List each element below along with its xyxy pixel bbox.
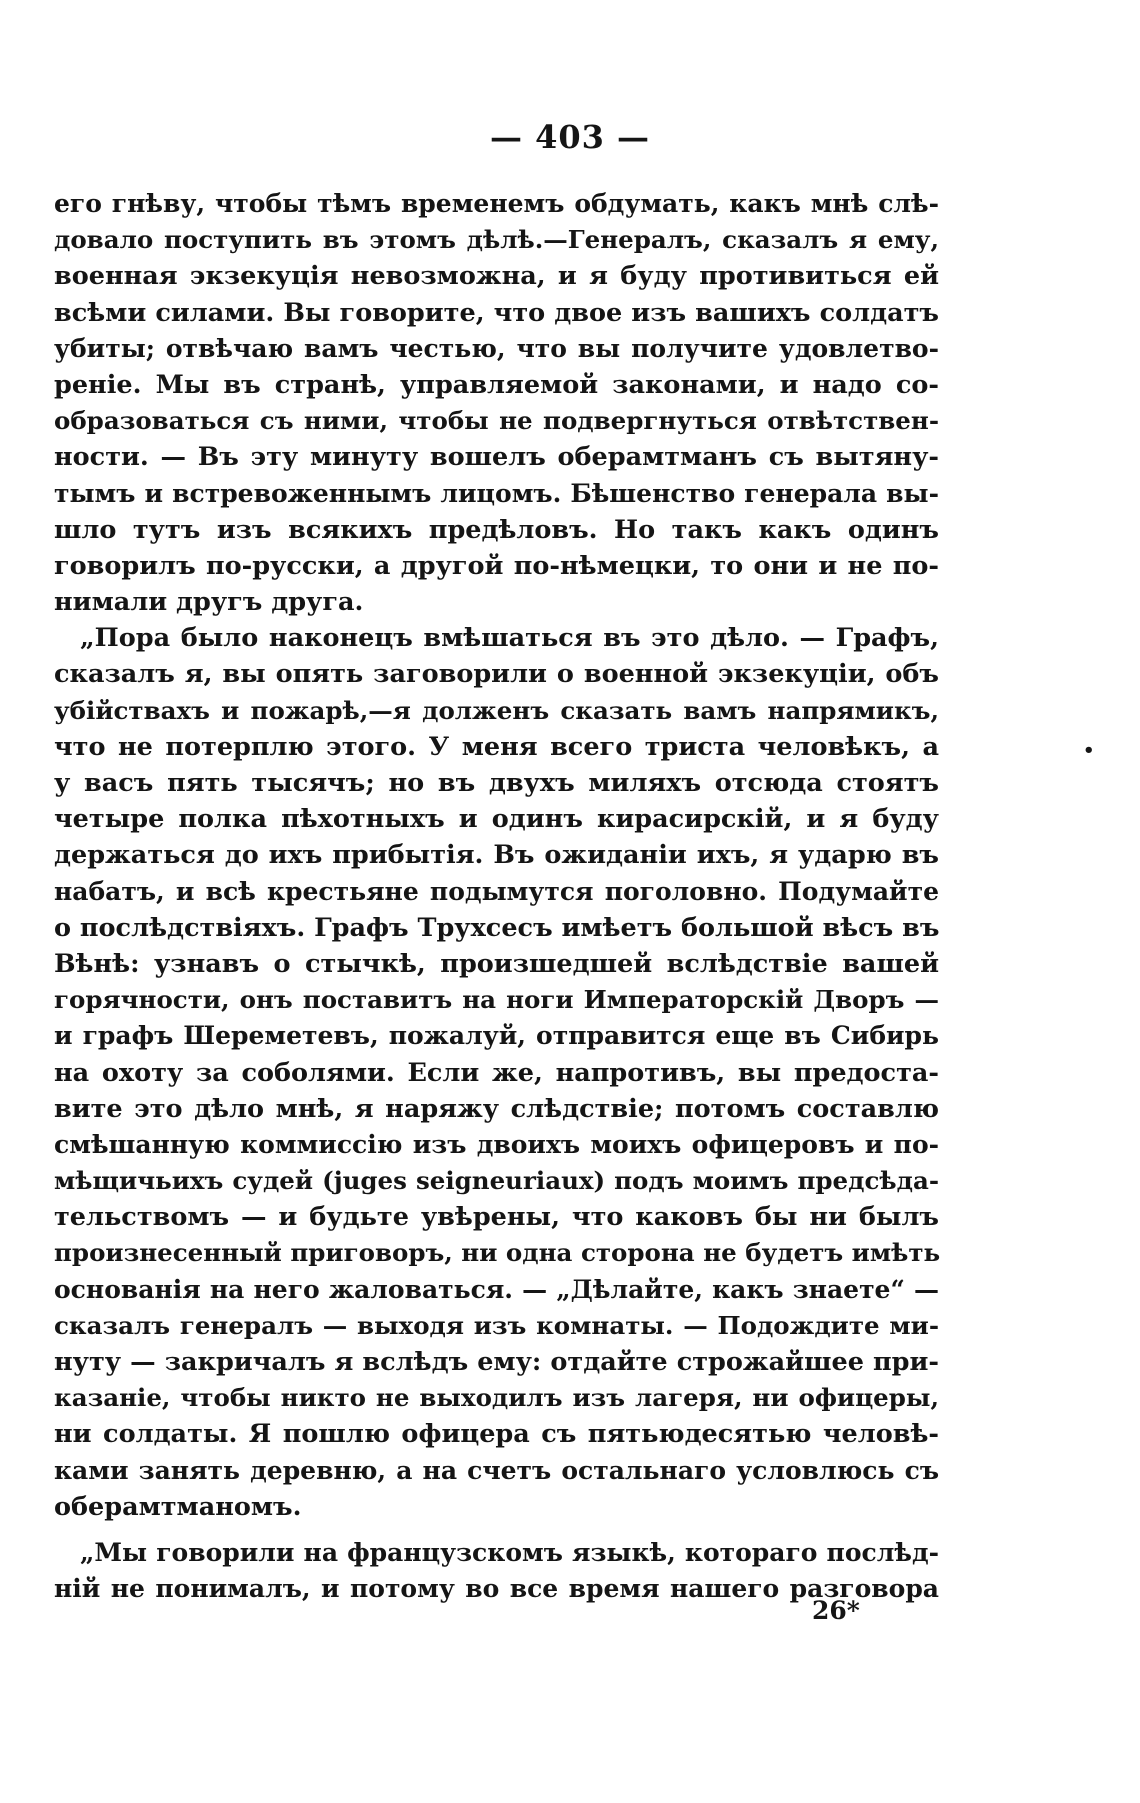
paragraph-3 [54,1535,939,1607]
text-line: всѣми силами. Вы говорите, что двое изъ вашихъ солдатъ [54,297,939,328]
text-line: ками занять деревню, а на счетъ остальнаго условлюсь съ [54,1455,939,1485]
paragraph-spacer [54,1525,939,1535]
text-line: произнесенный приговоръ, ни одна сторона не будетъ имѣть [54,1238,941,1268]
text-line: образоваться съ ними, чтобы не подвергнуться отвѣтствен- [54,406,939,436]
text-line: набатъ, и всѣ крестьяне подымутся поголовно. Подумайте [54,876,939,906]
text-line: тельствомъ — и будьте увѣрены, что каковъ бы ни былъ [54,1202,939,1233]
body-text [54,186,939,1607]
margin-dot: • [1083,740,1095,761]
text-line: ній не понималъ, и потому во все время нашего разговора [54,1574,939,1604]
text-line: убиты; отвѣчаю вамъ честью, что вы получите удовлетво- [54,333,939,363]
text-line: нимали другъ друга. [54,587,364,618]
text-line: тымъ и встревоженнымъ лицомъ. Бѣшенство генерала вы- [54,478,939,508]
page-number: — 403 — [489,118,651,156]
text-line: Вѣнѣ: узнавъ о стычкѣ, произшедшей вслѣдствіе вашей [54,948,939,979]
text-line: что не потерплю этого. У меня всего триста человѣкъ, а [54,731,939,762]
text-line: смѣшанную коммиссію изъ двоихъ моихъ офицеровъ и по- [54,1129,939,1159]
text-line: на охоту за соболями. Если же, напротивъ, вы предоста- [54,1057,939,1088]
text-line: сказалъ я, вы опять заговорили о военной экзекуціи, объ [54,659,939,690]
paragraph-1 [54,186,939,620]
text-line: военная экзекуція невозможна, и я буду противиться ей [54,261,939,292]
text-line: ности. — Въ эту минуту вошелъ оберамтманъ съ вытяну- [54,442,939,473]
text-line: у васъ пять тысячъ; но въ двухъ миляхъ отсюда стоятъ [54,768,939,798]
text-line: „Мы говорили на французскомъ языкѣ, котораго послѣд- [80,1537,939,1567]
text-line: вите это дѣло мнѣ, я наряжу слѣдствіе; потомъ составлю [54,1093,939,1124]
text-line: довало поступить въ этомъ дѣлѣ.—Генералъ, сказалъ я ему, [54,225,939,255]
text-line: шло тутъ изъ всякихъ предѣловъ. Но такъ какъ одинъ [54,514,939,545]
text-line: мѣщичьихъ судей (juges seigneuriaux) подъ моимъ предсѣда- [54,1166,939,1196]
text-line: реніе. Мы въ странѣ, управляемой законами, и надо со- [54,369,939,400]
text-line: сказалъ генералъ — выходя изъ комнаты. — Подождите ми- [54,1310,939,1340]
text-line: горячности, онъ поставитъ на ноги Императорскій Дворъ — [54,985,939,1015]
text-line: о послѣдствіяхъ. Графъ Трухсесъ имѣетъ большой вѣсъ въ [54,912,940,943]
text-line: его гнѣву, чтобы тѣмъ временемъ обдумать, какъ мнѣ слѣ- [54,189,939,218]
text-line: четыре полка пѣхотныхъ и одинъ кирасирскій, и я буду [54,804,939,835]
text-line: „Пора было наконецъ вмѣшаться въ это дѣло. — Графъ, [80,623,939,654]
paragraph-2 [54,620,939,1525]
text-line: нуту — закричалъ я вслѣдъ ему: отдайте строжайшее при- [54,1347,939,1377]
text-line: говорилъ по-русски, а другой по-нѣмецки, то они и не по- [54,550,939,581]
text-line: держаться до ихъ прибытія. Въ ожиданіи ихъ, я ударю въ [54,840,939,871]
signature-mark: 26* [812,1596,860,1625]
text-line: убійствахъ и пожарѣ,—я долженъ сказать вамъ напрямикъ, [54,695,939,725]
text-line: ни солдаты. Я пошлю офицера съ пятьюдесятью человѣ- [54,1419,939,1450]
text-line: казаніе, чтобы никто не выходилъ изъ лагеря, ни офицеры, [54,1383,939,1413]
text-line: оберамтманомъ. [54,1491,302,1522]
text-line: и графъ Шереметевъ, пожалуй, отправится еще въ Сибирь [54,1021,939,1051]
text-line: основанія на него жаловаться. — „Дѣлайте, какъ знаете“ — [54,1274,939,1304]
